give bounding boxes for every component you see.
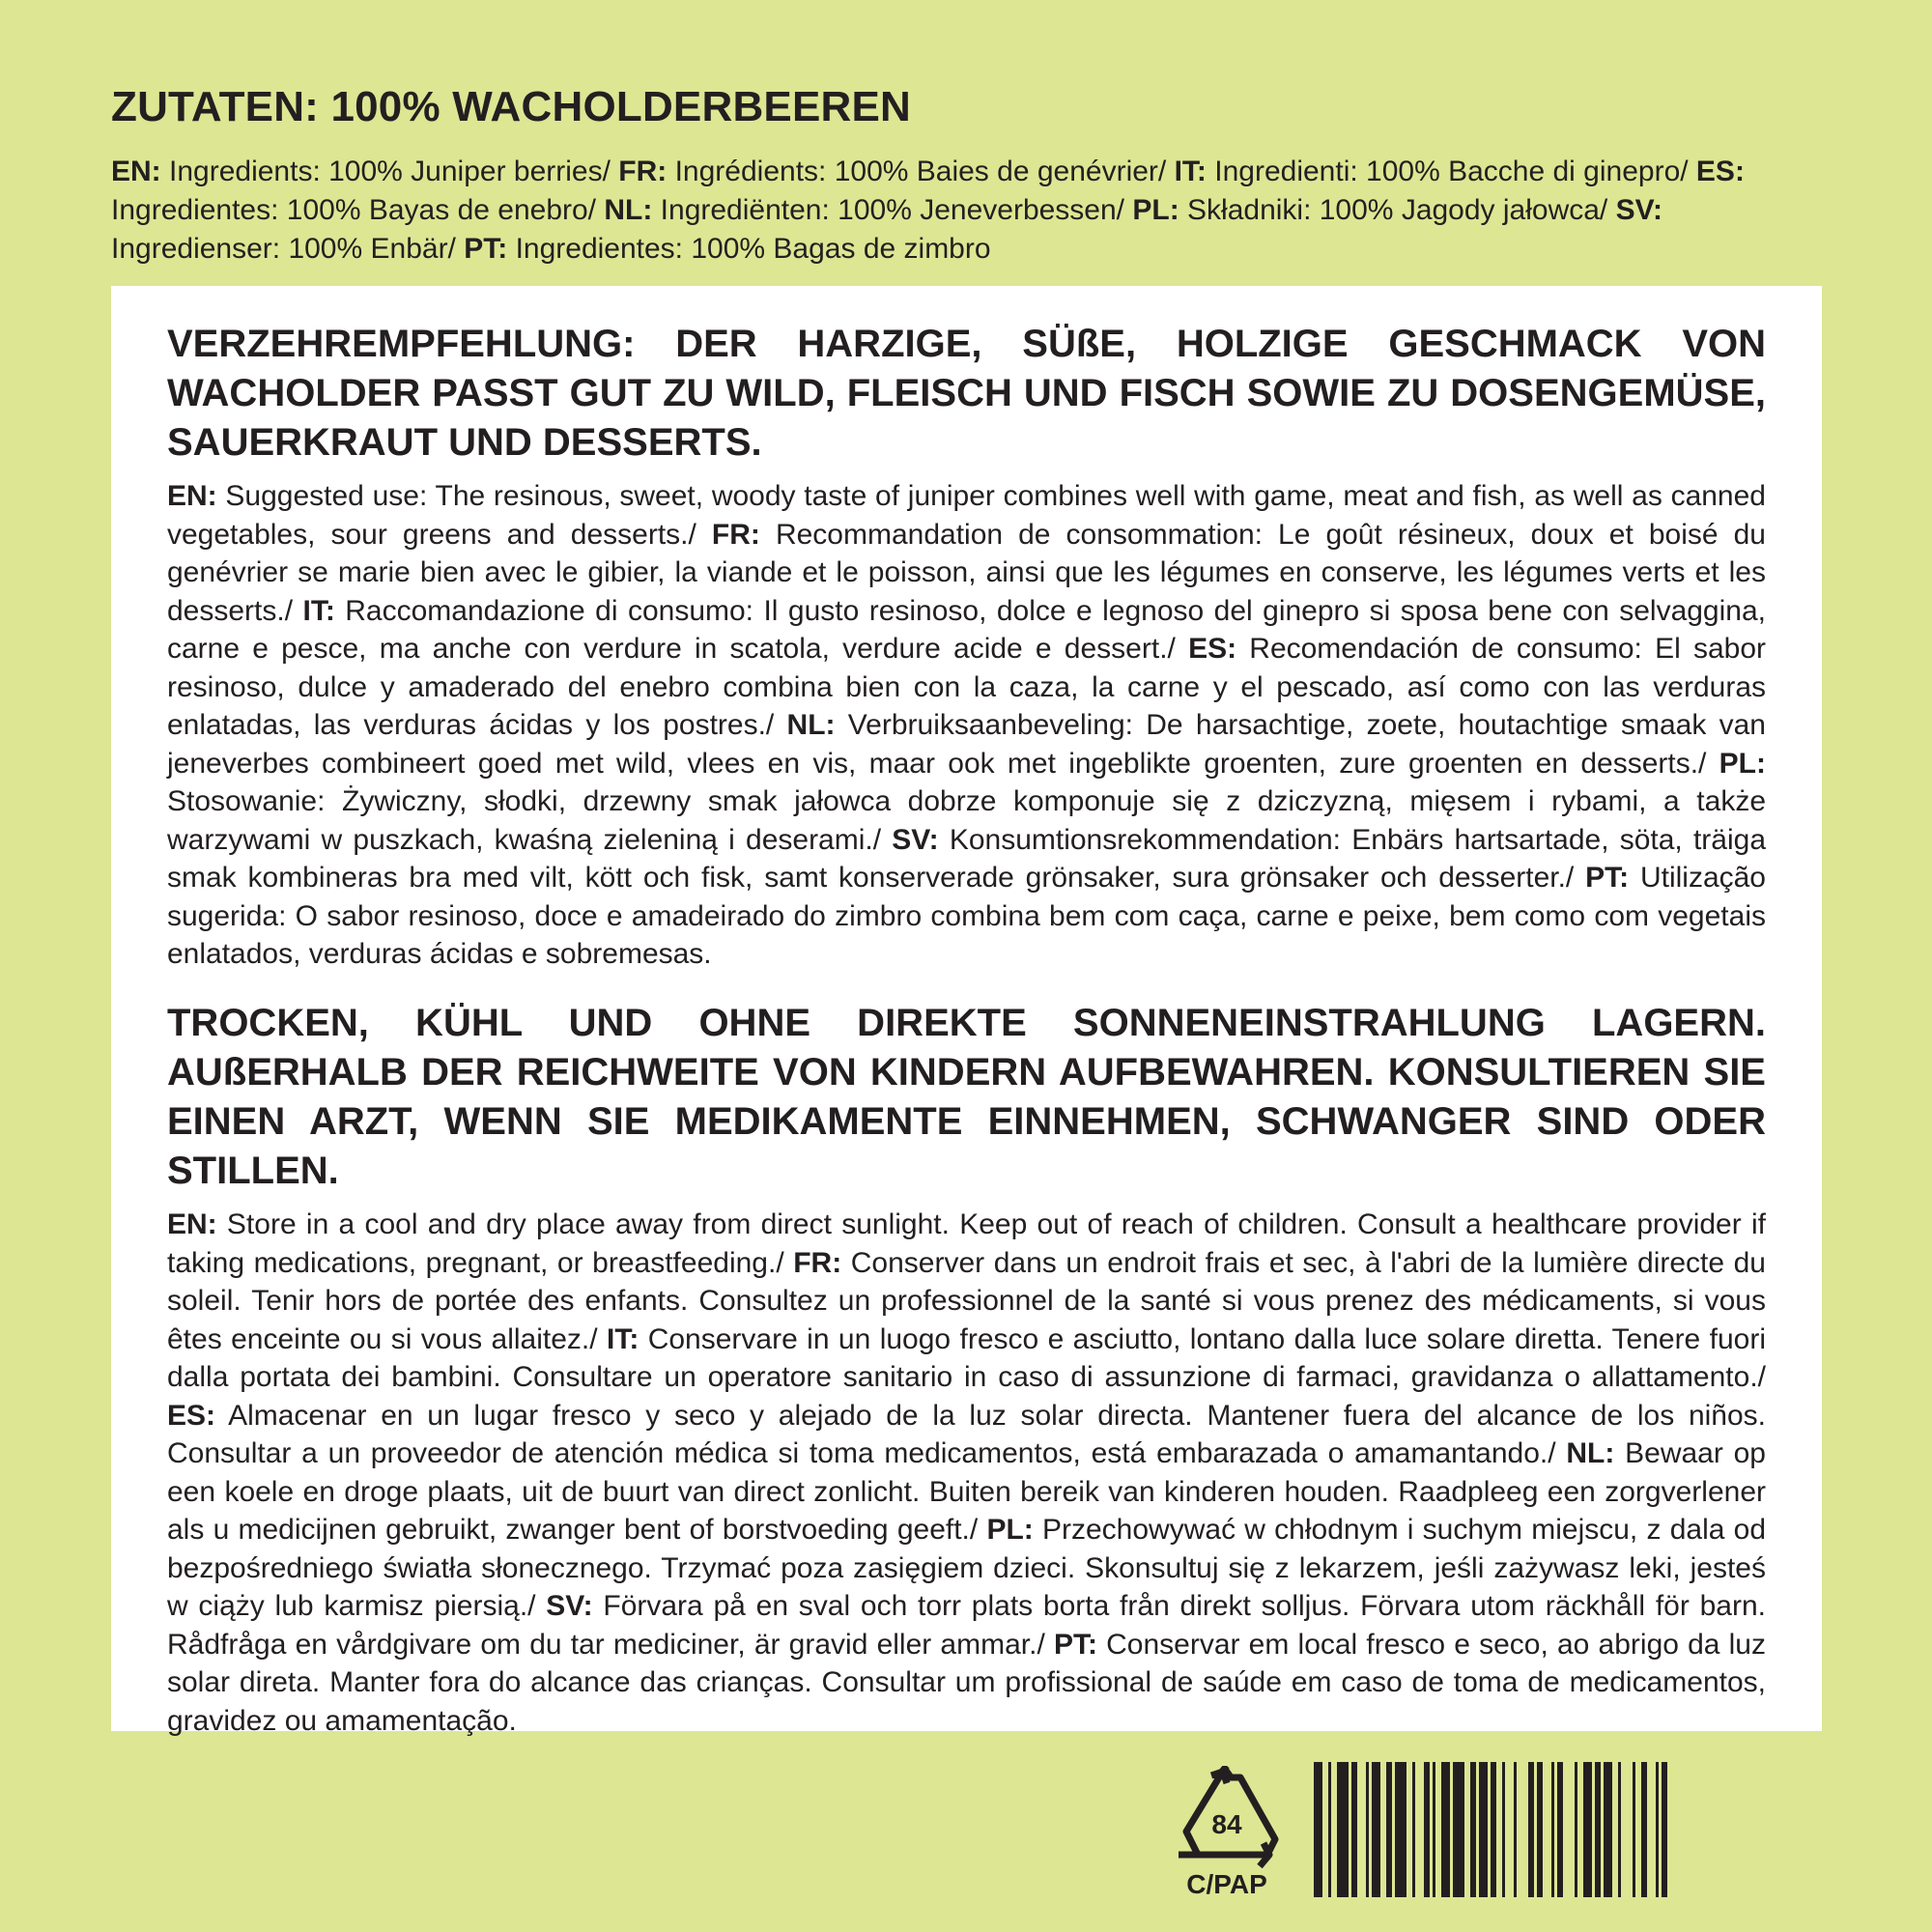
- recycle-number: 84: [1211, 1809, 1242, 1839]
- ingredients-section: [111, 79, 1826, 269]
- lang-code: NL:: [604, 194, 653, 226]
- barcode-bar: [1641, 1762, 1647, 1897]
- barcode-bar: [1337, 1762, 1349, 1897]
- lang-code: PT:: [464, 233, 508, 265]
- lang-code: FR:: [793, 1246, 842, 1279]
- barcode-bar: [1502, 1762, 1505, 1897]
- barcode-bar: [1328, 1762, 1331, 1897]
- translation-text: Conservar em local fresco e seco, ao abrigo da luz solar direta. Manter fora do alcance das crianças. Consultar um profissional de saúde em caso de toma de medicamentos, gravidez ou amamentação.: [167, 1628, 1766, 1737]
- barcode-bar: [1314, 1762, 1322, 1897]
- barcode-bar: [1395, 1762, 1406, 1897]
- usage-heading: VERZEHREMPFEHLUNG: DER HARZIGE, SÜßE, HOLZIGE GESCHMACK VON WACHOLDER PASST GUT ZU WILD, FLEISCH UND FISCH SOWIE ZU DOSENGEMÜSE, SAUERKRAUT UND DESSERTS.: [167, 323, 1766, 464]
- translation-text: Utilização sugerida: O sabor resinoso, doce e amadeirado do zimbro combina bem com caça, carne e peixe, bem como com vegetais enlatados, verduras ácidas e sobremesas.: [167, 862, 1766, 970]
- translation-text: Ingredienser: 100% Enbär/: [111, 233, 465, 265]
- lang-code: FR:: [711, 518, 760, 551]
- storage-translations: [167, 1206, 1766, 1740]
- translation-text: Suggested use: The resinous, sweet, woody taste of juniper combines well with game, meat and fish, as well as canned vegetables, sour greens and desserts./: [167, 480, 1766, 551]
- barcode-bar: [1528, 1762, 1534, 1897]
- lang-code: PL:: [1132, 194, 1179, 226]
- lang-code: EN:: [167, 480, 217, 512]
- lang-code: PT:: [1053, 1628, 1097, 1661]
- lang-code: SV:: [546, 1590, 593, 1622]
- translation-text: Bewaar op een koele en droge plaats, uit de buurt van direct zonlicht. Buiten bereik van kinderen houden. Raadpleeg een zorgverlener als u medicijnen gebruikt, zwanger bent of borstvoeding geeft./: [167, 1437, 1766, 1546]
- barcode-bar: [1537, 1762, 1543, 1897]
- recycle-label: C/PAP: [1186, 1869, 1267, 1899]
- translation-text: Składniki: 100% Jagody jałowca/: [1179, 194, 1616, 226]
- lang-code: ES:: [1695, 156, 1745, 187]
- barcode-bar: [1633, 1762, 1635, 1897]
- barcode-bar: [1557, 1762, 1563, 1897]
- translation-text: Almacenar en un lugar fresco y seco y alejado de la luz solar directa. Mantener fuera del alcance de los niños. Consultar a un proveedor de atención médica si toma medicamentos, está embarazada o amamantando./: [167, 1399, 1766, 1469]
- barcode-bar: [1412, 1762, 1415, 1897]
- lang-code: PL:: [1719, 747, 1766, 780]
- barcode-bar: [1372, 1762, 1380, 1897]
- barcode-bar: [1583, 1762, 1592, 1897]
- ingredients-heading: ZUTATEN: 100% WACHOLDERBEEREN: [111, 83, 912, 130]
- barcode-bar: [1433, 1762, 1435, 1897]
- lang-code: PL:: [986, 1514, 1034, 1546]
- barcode-bar: [1479, 1762, 1488, 1897]
- translation-text: Recomendación de consumo: El sabor resinoso, dulce y amaderado del enebro combina bien con la caza, la carne y el pescado, así como con las verduras enlatadas, las verduras ácidas y los postres./: [167, 633, 1766, 741]
- barcode-bar: [1662, 1762, 1667, 1897]
- translation-text: Ingredientes: 100% Bayas de enebro/: [111, 194, 605, 226]
- translation-text: Recommandation de consommation: Le goût résineux, doux et boisé du genévrier se marie bien avec le gibier, la viande et le poisson, ainsi que les légumes en conserve, les légumes verts et les desserts./: [167, 518, 1766, 627]
- lang-code: ES:: [1188, 633, 1237, 665]
- barcode-bar: [1441, 1762, 1450, 1897]
- lang-code: FR:: [618, 156, 668, 187]
- translation-text: Ingrédients: 100% Baies de genévrier/: [667, 156, 1175, 187]
- translation-text: Store in a cool and dry place away from direct sunlight. Keep out of reach of children. Consult a healthcare provider if taking medications, pregnant, or breastfeeding./: [167, 1208, 1766, 1279]
- barcode-bar: [1656, 1762, 1659, 1897]
- translation-text: Ingredients: 100% Juniper berries/: [160, 156, 619, 187]
- translation-text: Ingrediënten: 100% Jeneverbessen/: [652, 194, 1133, 226]
- lang-code: NL:: [786, 709, 836, 741]
- translation-text: Raccomandazione di consumo: Il gusto resinoso, dolce e legnoso del ginepro si sposa bene con selvaggina, carne e pesce, ma anche con verdure in scatola, verdure acide e dessert./: [167, 594, 1766, 665]
- storage-section: [167, 999, 1766, 1740]
- translation-text: Conserver dans un endroit frais et sec, à l'abri de la lumière directe du soleil. Tenir hors de portée des enfants. Consultez un professionnel de la santé si vous prenez des médicaments, si vous êtes enceinte ou si vous allaitez./: [167, 1246, 1766, 1355]
- barcode-icon: [1312, 1762, 1818, 1897]
- usage-translations: [167, 477, 1766, 974]
- barcode-bar: [1604, 1762, 1612, 1897]
- barcode-bar: [1595, 1762, 1601, 1897]
- barcode-bar: [1575, 1762, 1577, 1897]
- lang-code: IT:: [302, 594, 335, 627]
- lang-code: ES:: [167, 1399, 216, 1432]
- storage-heading: TROCKEN, KÜHL UND OHNE DIREKTE SONNENEINSTRAHLUNG LAGERN. AUßERHALB DER REICHWEITE VON KINDERN AUFBEWAHREN. KONSULTIEREN SIE EINEN ARZT, WENN SIE MEDIKAMENTE EINNEHMEN, SCHWANGER SIND ODER STILLEN.: [167, 1002, 1766, 1192]
- barcode-bar: [1424, 1762, 1430, 1897]
- lang-code: SV:: [892, 823, 939, 856]
- lang-code: NL:: [1566, 1437, 1615, 1469]
- lang-code: EN:: [167, 1208, 217, 1240]
- barcode-bar: [1551, 1762, 1554, 1897]
- barcode-bar: [1514, 1762, 1517, 1897]
- lang-code: EN:: [111, 156, 161, 187]
- recycle-triangle-icon: [1169, 1766, 1285, 1901]
- barcode-bar: [1470, 1762, 1476, 1897]
- barcode-bar: [1453, 1762, 1464, 1897]
- translation-text: Przechowywać w chłodnym i suchym miejscu, z dala od bezpośredniego światła słonecznego. Trzymać poza zasięgiem dzieci. Skonsultuj się z lekarzem, jeśli zażywasz leki, jesteś w ciąży lub karmisz piersią./: [167, 1514, 1767, 1622]
- ingredients-translations: [111, 153, 1826, 269]
- barcode-bar: [1491, 1762, 1496, 1897]
- translation-text: Verbruiksaanbeveling: De harsachtige, zoete, houtachtige smaak van jeneverbes combineert goed met wild, vlees en vis, maar ook met ingeblikte groenten, zure groenten en desserts./: [167, 709, 1766, 780]
- info-panel: [111, 286, 1822, 1737]
- translation-text: Stosowanie: Żywiczny, słodki, drzewny smak jałowca dobrze komponuje się z dziczyzną, mięsem i rybami, a także warzywami w puszkach, kwaśną zieleniną i deserami./: [167, 785, 1766, 856]
- translation-text: Förvara på en sval och torr plats borta från direkt solljus. Förvara utom räckhåll för barn. Rådfråga en vårdgivare om du tar mediciner, är gravid eller ammar./: [167, 1590, 1766, 1661]
- translation-text: Ingredientes: 100% Bagas de zimbro: [507, 233, 991, 265]
- lang-code: IT:: [1174, 156, 1207, 187]
- barcode-bar: [1351, 1762, 1357, 1897]
- translation-text: Ingredienti: 100% Bacche di ginepro/: [1206, 156, 1696, 187]
- barcode-bar: [1618, 1762, 1621, 1897]
- lang-code: SV:: [1615, 194, 1662, 226]
- usage-section: [167, 320, 1766, 974]
- lang-code: PT:: [1585, 862, 1630, 894]
- barcode-bar: [1366, 1762, 1369, 1897]
- lang-code: IT:: [606, 1322, 639, 1355]
- translation-text: Konsumtionsrekommendation: Enbärs hartsartade, söta, träiga smak kombineras bra med vilt, kött och fisk, samt konserverade grönsaker, sura grönsaker och desserter./: [167, 823, 1766, 894]
- translation-text: Conservare in un luogo fresco e asciutto, lontano dalla luce solare diretta. Tenere fuori dalla portata dei bambini. Consultare un operatore sanitario in caso di assunzione di farmaci, gravidanza o allattamento./: [167, 1322, 1767, 1393]
- barcode-bar: [1386, 1762, 1392, 1897]
